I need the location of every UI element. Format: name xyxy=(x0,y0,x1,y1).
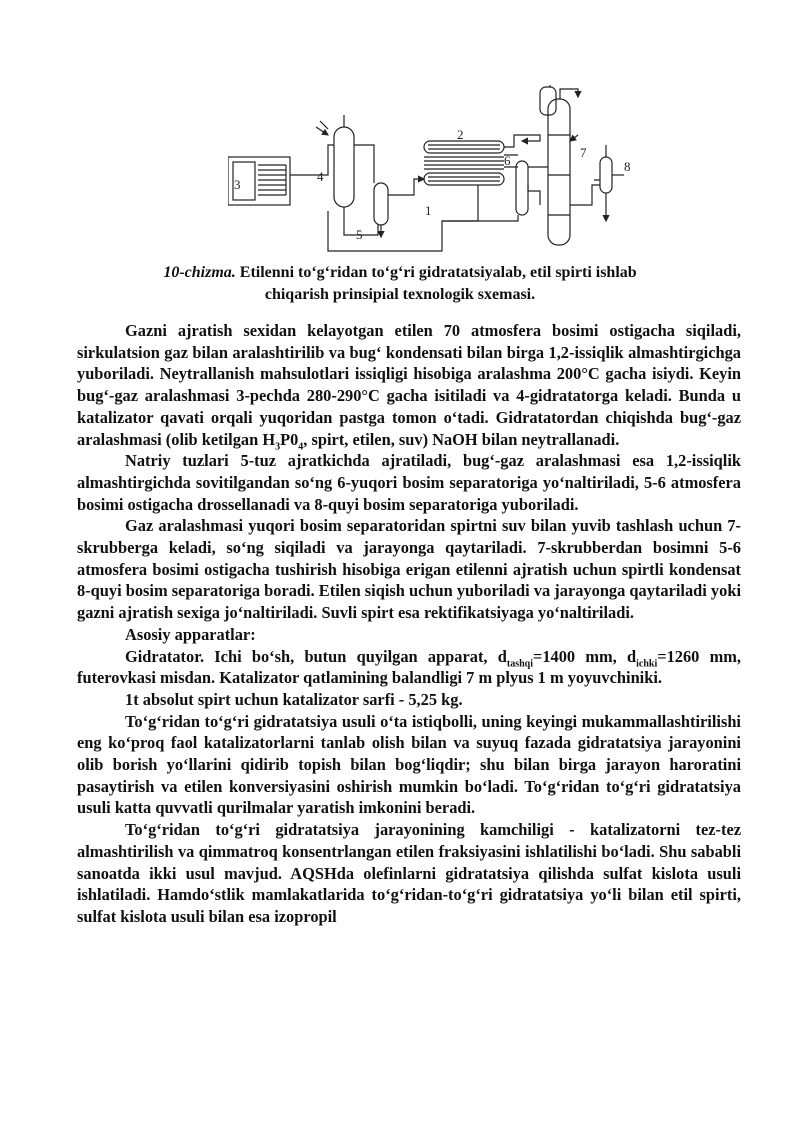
scrubber-7 xyxy=(540,85,570,245)
paragraph-8: To‘g‘ridan to‘g‘ri gidratatsiya jarayonining kamchiligi - katalizatorni tez-tez almashtirilish va qimmatroq konsentrlangan etilen fraksiyasini ishlatilishi bo‘ladi. Shu sababli sanoatda ikki usul mavjud. AQSHda olefinlarni gidratatsiya qilishda sulfat kislota usuli ishlatiladi. Hamdo‘stlik mamlakatlarida to‘g‘ridan-to‘g‘ri gidratatsiya yo‘li bilan etil spirti, sulfat kislota usuli bilan esa izopropil xyxy=(77,820,741,926)
process-flow-svg xyxy=(228,85,658,260)
label-6: 6 xyxy=(504,153,511,168)
paragraph-5-mid: =1400 mm, d xyxy=(533,646,637,666)
hydrator-4 xyxy=(316,115,354,207)
paragraph-7: To‘g‘ridan to‘g‘ri gidratatsiya usuli o‘ta istiqbolli, uning keyingi mukammallashtirilishi eng ko‘proq faol katalizatorlarni tanlab olish bilan va suyuq fazada gidratatsiya jarayonini olib borish yo‘llarini qidirib topish bilan bog‘liqdir; shu bilan birga jarayon haroratini pasaytirish va etilen konversiyasini oshirish mumkin bo‘ladi. To‘g‘ridan to‘g‘ri gidratatsiya usuli katta quvvatli qurilmalar yaratish imkonini beradi. xyxy=(77,711,741,818)
label-4: 4 xyxy=(317,169,324,184)
label-8: 8 xyxy=(624,159,631,174)
label-1: 1 xyxy=(425,203,432,218)
paragraph-1 xyxy=(77,320,741,450)
paragraph-1-mid: P0 xyxy=(280,429,299,449)
figure-caption xyxy=(60,262,740,306)
subscript-tashqi: tashqi xyxy=(506,657,533,669)
label-2: 2 xyxy=(457,127,464,142)
paragraph-1-end: , spirt, etilen, suv) NaOH bilan neytrallanadi. xyxy=(303,429,620,449)
document-body xyxy=(77,320,741,928)
paragraph-5 xyxy=(77,646,741,689)
label-7: 7 xyxy=(580,145,587,160)
caption-line-1 xyxy=(60,262,740,284)
label-5: 5 xyxy=(356,227,363,242)
lp-separator-8 xyxy=(594,145,612,209)
caption-label: 10-chizma. xyxy=(163,264,236,281)
paragraph-1-text: Gazni ajratish sexidan kelayotgan etilen 70 atmosfera bosimi ostigacha siqiladi, sirkulatsion gaz bilan aralashtirilib va bug‘ kondensati bilan birga 1,2-issiqlik almashtirgichga yuboriladi. Neytrallanish mahsulotlari issiqligi hisobiga aralashma 200°C gacha isiydi. Keyin bug‘-gaz aralashmasi 3-pechda 280-290°C gacha isitiladi va 4-gidratatorga keladi. Bunda u katalizator qavati orqali yuqoridan pastga tomon o‘tadi. Gidratatordan chiqishda bug‘-gaz aralashmasi (olib ketilgan H xyxy=(77,321,741,449)
process-flow-diagram xyxy=(228,85,658,260)
salt-separator-5 xyxy=(374,183,388,237)
label-3: 3 xyxy=(234,177,241,192)
paragraph-4: Asosiy apparatlar: xyxy=(125,624,256,644)
hp-separator-6 xyxy=(516,161,528,215)
caption-line-2: chiqarish prinsipial texnologik sxemasi. xyxy=(264,286,536,303)
paragraph-3: Gaz aralashmasi yuqori bosim separatoridan spirtni suv bilan yuvib tashlash uchun 7-skrubberga keladi, so‘ng siqiladi va jarayonga qaytariladi. 7-skrubberdan bosimni 5-6 atmosfera bosimi ostigacha tushirish hisobiga erigan etilenni ajratish uchun spirtli kondensat 8-quyi bosim separatoriga boradi. Etilen siqish uchun yuboriladi va jarayonga qaytariladi yoki gazni ajratish sexiga jo‘naltiriladi. Suvli spirt esa rektifikatsiyaga yo‘naltiriladi. xyxy=(77,516,741,623)
paragraph-5-text: Gidratator. Ichi bo‘sh, butun quyilgan apparat, d xyxy=(125,646,507,666)
paragraph-6: 1t absolut spirt uchun katalizator sarfi - 5,25 kg. xyxy=(125,689,463,709)
paragraph-2: Natriy tuzlari 5-tuz ajratkichda ajratiladi, bug‘-gaz aralashmasi esa 1,2-issiqlik almashtirgichda sovitilgandan so‘ng 6-yuqori bosim separatoriga yo‘naltiriladi, 5-6 atmosfera bosimi ostigacha drossellanadi va 8-quyi bosim separatoriga yuboriladi. xyxy=(77,451,741,514)
subscript-3: 3 xyxy=(275,440,281,452)
subscript-ichki: ichki xyxy=(636,657,658,669)
subscript-4: 4 xyxy=(298,440,304,452)
caption-text-1: Etilenni to‘g‘ridan to‘g‘ri gidratatsiyalab, etil spirti ishlab xyxy=(235,264,637,281)
pipelines xyxy=(290,89,624,251)
paragraph-5-end: =1260 mm, futerovkasi misdan. Katalizator qatlamining balandligi 7 m plyus 1 m yoyuvchiniki. xyxy=(77,646,741,688)
